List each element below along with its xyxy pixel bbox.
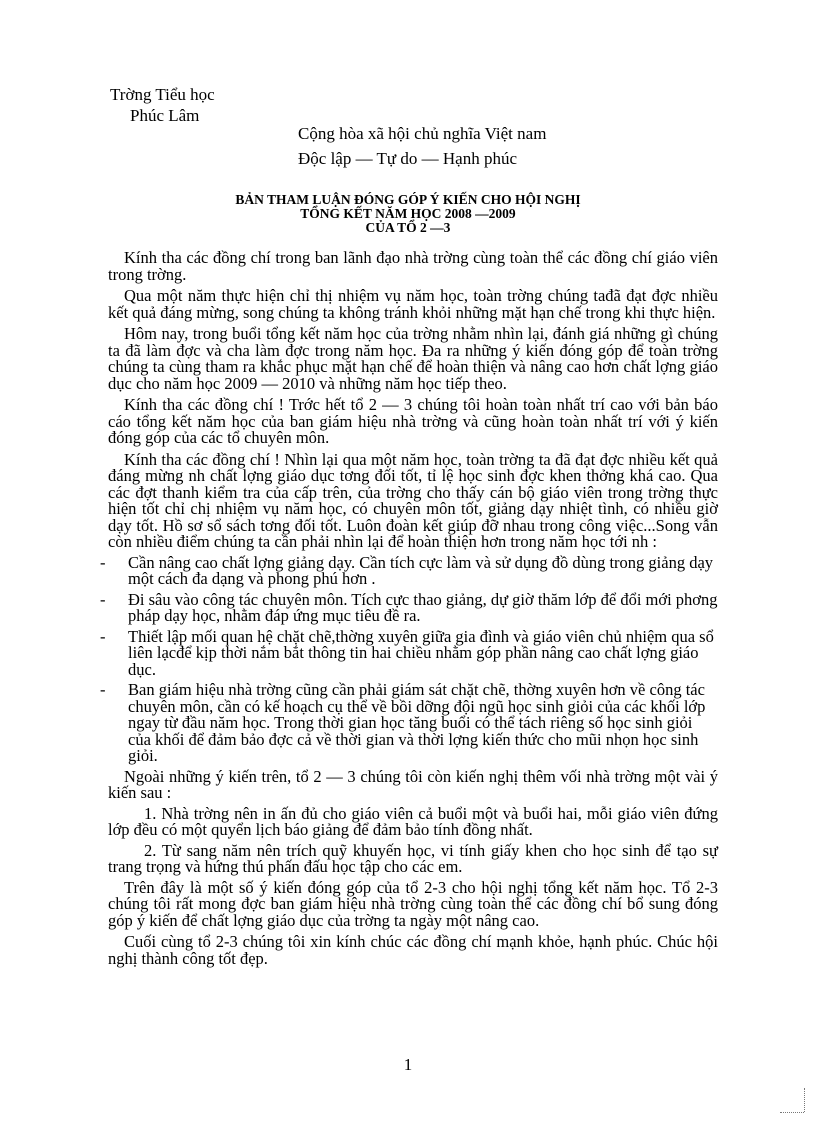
dash-marker: - bbox=[100, 626, 106, 646]
national-motto bbox=[298, 121, 546, 171]
list-item bbox=[100, 552, 718, 588]
dash-marker: - bbox=[100, 680, 106, 699]
list-item bbox=[100, 589, 718, 625]
page-number: 1 bbox=[403, 1055, 413, 1074]
paragraph-review: Kính tha các đồng chí ! Nhìn lại qua một năm học, toàn trờng ta đã đạt đợc nhiều kết quả đáng mừng nh chất lợng giáo dục tơng đối tốt, tỉ lệ học sinh đợc khen thởng khá cao. Qua các đợt thanh kiểm tra của cấp trên, của trờng cho thấy cán bộ giáo viên trong trờng thực hiện tốt chỉ chị nhiệm vụ năm học, có chuyên môn tốt, giảng dạy nhiệt tình, có nhiều giờ dạy tốt. Hồ sơ sổ sách tơng đối tốt. Luôn đoàn kết giúp đỡ nhau trong công việc...Song vẫn còn nhiều điểm chúng ta cần phải nhìn lại để hoàn thiện hơn trong năm học tới nh : bbox=[108, 449, 718, 551]
school-name-line2: Phúc Lâm bbox=[130, 106, 200, 125]
paragraph-intro: Qua một năm thực hiện chỉ thị nhiệm vụ năm học, toàn trờng chúng tađã đạt đợc nhiều kết quả đáng mừng, song chúng ta không tránh khỏi những mặt hạn chế trong khi thực hiện. bbox=[108, 286, 718, 322]
list-item bbox=[100, 680, 718, 765]
list-item-text: Thiết lập mối quan hệ chặt chẽ,thờng xuyên giữa gia đình và giáo viên chủ nhiệm qua sổ liên lạcđể kịp thời nắm bắt thông tin hai chiều nhằm góp phần nâng cao chất lợng giáo dục. bbox=[128, 626, 714, 679]
title-line3: CỦA TỔ 2 —3 bbox=[365, 220, 451, 235]
recommendation-1: 1. Nhà trờng nên in ấn đủ cho giáo viên cả buổi một và buổi hai, mỗi giáo viên đứng lớp đều có một quyển lịch báo giảng để đảm bảo tính đồng nhất. bbox=[108, 803, 718, 839]
paragraph-purpose: Hôm nay, trong buổi tổng kết năm học của trờng nhằm nhìn lại, đánh giá những gì chúng ta đã làm đợc và cha làm đợc trong năm học. Đa ra những ý kiến đóng góp để toàn trờng chúng ta cùng tham ra khắc phục mặt hạn chế để hoàn thiện và nâng cao hơn chất lợng giáo dục cho năm học 2009 — 2010 và những năm học tiếp theo. bbox=[108, 324, 718, 393]
title-line1: BẢN THAM LUẬN ĐÓNG GÓP Ý KIẾN CHO HỘI NGHỊ bbox=[235, 192, 581, 207]
list-item-text: Cần nâng cao chất lợng giảng dạy. Cần tích cực làm và sử dụng đồ dùng trong giảng dạy một cách đa dạng và phong phú hơn . bbox=[128, 552, 714, 588]
national-motto-line1: Cộng hòa xã hội chủ nghĩa Việt nam bbox=[298, 124, 547, 143]
school-name-line1: Trờng Tiểu học bbox=[110, 85, 215, 104]
list-item bbox=[100, 626, 718, 679]
paragraph-conclusion: Trên đây là một số ý kiến đóng góp của tổ 2-3 cho hội nghị tổng kết năm học. Tổ 2-3 chúng tôi rất mong đợc ban giám hiệu nhà trờng cùng toàn thể các đồng chí bổ sung đóng góp ý kiến để chất lợng giáo dục của trờng ta ngày một nâng cao. bbox=[108, 877, 718, 930]
national-motto-line2: Độc lập — Tự do — Hạnh phúc bbox=[298, 149, 517, 168]
list-item-text: Ban giám hiệu nhà trờng cũng cần phải giám sát chặt chẽ, thờng xuyên hơn về công tác chuyên môn, cần có kế hoạch cụ thể về bồi dỡng đội ngũ học sinh giỏi của các khối lớp ngay từ đầu năm học. Trong thời gian học tăng buổi có thể tách riêng số học sinh giỏi của khối để đảm bảo đợc cả về thời gian và thời lợng kiến thức cho mũi nhọn học sinh giỏi. bbox=[128, 680, 706, 765]
page-corner-mark bbox=[804, 1088, 806, 1112]
paragraph-closing: Cuối cùng tổ 2-3 chúng tôi xin kính chúc các đồng chí mạnh khỏe, hạnh phúc. Chúc hội nghị thành công tốt đẹp. bbox=[108, 932, 718, 968]
page-corner-mark bbox=[780, 1112, 804, 1114]
dash-marker: - bbox=[100, 552, 106, 572]
title-line2: TỔNG KẾT NĂM HỌC 2008 —2009 bbox=[300, 206, 516, 221]
paragraph-agreement: Kính tha các đồng chí ! Trớc hết tổ 2 — 3 chúng tôi hoàn toàn nhất trí cao với bản báo cáo tổng kết năm học của ban giám hiệu nhà trờng và cũng hoàn toàn nhất trí với ý kiến đóng góp của các tổ chuyên môn. bbox=[108, 395, 718, 447]
dash-marker: - bbox=[100, 589, 106, 609]
document-body bbox=[100, 248, 718, 972]
school-name bbox=[110, 84, 215, 126]
proposal-list bbox=[100, 552, 718, 765]
paragraph-recommendations: Ngoài những ý kiến trên, tổ 2 — 3 chúng tôi còn kiến nghị thêm vối nhà trờng một vài ý kiến sau : bbox=[108, 766, 718, 802]
list-item-text: Đi sâu vào công tác chuyên môn. Tích cực thao giảng, dự giờ thăm lớp để đổi mới phơng pháp dạy học, nhằm đáp ứng mục tiêu đề ra. bbox=[128, 589, 718, 625]
document-title bbox=[0, 193, 816, 235]
paragraph-greeting: Kính tha các đồng chí trong ban lãnh đạo nhà trờng cùng toàn thể các đồng chí giáo viên trong trờng. bbox=[108, 248, 718, 284]
recommendation-2: 2. Từ sang năm nên trích quỹ khuyến học, vi tính giấy khen cho học sinh để tạo sự trang trọng và hứng thú phấn đấu học tập cho các em. bbox=[108, 840, 718, 876]
